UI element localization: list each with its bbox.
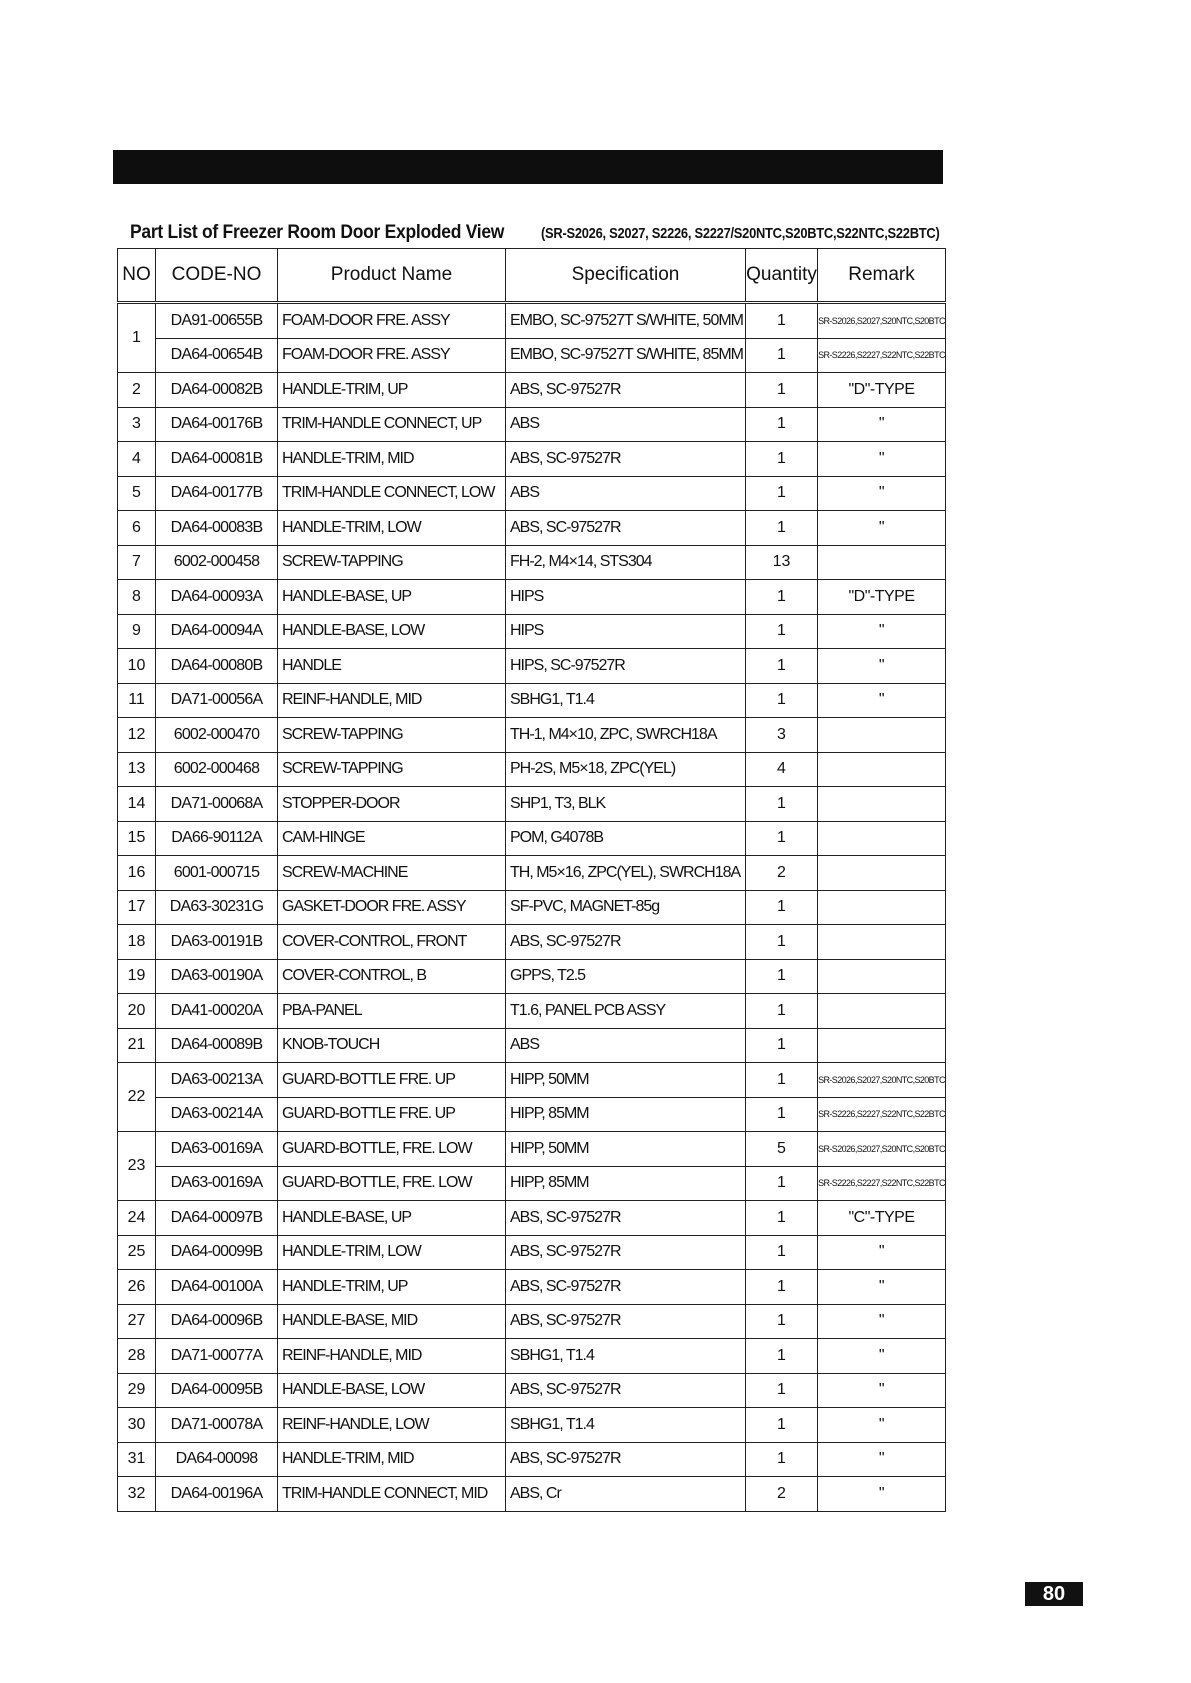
cell-no: 4 <box>118 442 156 477</box>
cell-product-name: FOAM-DOOR FRE. ASSY <box>278 303 506 339</box>
cell-remark: " <box>818 1477 946 1512</box>
table-row <box>118 1304 946 1339</box>
cell-specification: HIPS <box>506 614 746 649</box>
cell-code-no: DA64-00176B <box>156 407 278 442</box>
cell-remark <box>818 959 946 994</box>
table-row <box>118 303 946 339</box>
cell-product-name: FOAM-DOOR FRE. ASSY <box>278 338 506 373</box>
table-header-row <box>118 249 946 303</box>
cell-specification: ABS, SC-97527R <box>506 1304 746 1339</box>
cell-code-no: DA71-00078A <box>156 1408 278 1443</box>
cell-remark <box>818 821 946 856</box>
table-row <box>118 1028 946 1063</box>
cell-specification: HIPP, 85MM <box>506 1097 746 1132</box>
heading-title: Part List of Freezer Room Door Exploded View <box>130 222 505 243</box>
table-row <box>118 787 946 822</box>
cell-specification: ABS, SC-97527R <box>506 1442 746 1477</box>
cell-quantity: 1 <box>746 338 818 373</box>
cell-remark <box>818 994 946 1029</box>
cell-product-name: HANDLE <box>278 649 506 684</box>
cell-code-no: DA64-00095B <box>156 1373 278 1408</box>
cell-code-no: DA71-00068A <box>156 787 278 822</box>
cell-quantity: 1 <box>746 1235 818 1270</box>
table-row <box>118 890 946 925</box>
cell-remark: " <box>818 476 946 511</box>
cell-product-name: HANDLE-TRIM, UP <box>278 373 506 408</box>
cell-remark: SR-S2226,S2227,S22NTC,S22BTC <box>818 338 946 373</box>
cell-code-no: DA71-00077A <box>156 1339 278 1374</box>
header-product-name: Product Name <box>278 249 506 303</box>
cell-quantity: 1 <box>746 442 818 477</box>
cell-remark <box>818 718 946 753</box>
cell-code-no: DA64-00082B <box>156 373 278 408</box>
cell-code-no: DA66-90112A <box>156 821 278 856</box>
cell-product-name: HANDLE-BASE, LOW <box>278 614 506 649</box>
cell-code-no: DA64-00096B <box>156 1304 278 1339</box>
cell-remark: SR-S2226,S2227,S22NTC,S22BTC <box>818 1097 946 1132</box>
cell-quantity: 1 <box>746 821 818 856</box>
cell-product-name: GUARD-BOTTLE FRE. UP <box>278 1097 506 1132</box>
cell-no: 10 <box>118 649 156 684</box>
cell-specification: T1.6, PANEL PCB ASSY <box>506 994 746 1029</box>
cell-quantity: 1 <box>746 1408 818 1443</box>
cell-remark <box>818 1028 946 1063</box>
cell-quantity: 1 <box>746 959 818 994</box>
table-row <box>118 925 946 960</box>
cell-quantity: 1 <box>746 1373 818 1408</box>
cell-code-no: 6002-000468 <box>156 752 278 787</box>
cell-code-no: DA64-00177B <box>156 476 278 511</box>
cell-code-no: DA64-00099B <box>156 1235 278 1270</box>
cell-quantity: 1 <box>746 407 818 442</box>
table-row <box>118 1270 946 1305</box>
table-row <box>118 1477 946 1512</box>
cell-code-no: 6002-000470 <box>156 718 278 753</box>
table-row <box>118 1097 946 1132</box>
cell-remark: SR-S2026,S2027,S20NTC,S20BTC <box>818 303 946 339</box>
cell-remark <box>818 925 946 960</box>
cell-specification: SBHG1, T1.4 <box>506 1408 746 1443</box>
cell-no: 8 <box>118 580 156 615</box>
cell-no: 13 <box>118 752 156 787</box>
cell-quantity: 1 <box>746 1270 818 1305</box>
table-row <box>118 1132 946 1167</box>
cell-code-no: DA64-00654B <box>156 338 278 373</box>
cell-remark: SR-S2026,S2027,S20NTC,S20BTC <box>818 1132 946 1167</box>
table-row <box>118 649 946 684</box>
cell-specification: SBHG1, T1.4 <box>506 683 746 718</box>
cell-remark: " <box>818 442 946 477</box>
cell-product-name: REINF-HANDLE, MID <box>278 1339 506 1374</box>
table-row <box>118 1339 946 1374</box>
parts-table-body <box>118 303 946 1512</box>
cell-no: 17 <box>118 890 156 925</box>
table-row <box>118 338 946 373</box>
header-no: NO <box>118 249 156 303</box>
cell-code-no: DA91-00655B <box>156 303 278 339</box>
cell-no: 32 <box>118 1477 156 1512</box>
cell-quantity: 1 <box>746 1028 818 1063</box>
table-row <box>118 1235 946 1270</box>
cell-no: 30 <box>118 1408 156 1443</box>
cell-specification: TH-1, M4×10, ZPC, SWRCH18A <box>506 718 746 753</box>
cell-quantity: 1 <box>746 925 818 960</box>
table-row <box>118 959 946 994</box>
heading-models: (SR-S2026, S2027, S2226, S2227/S20NTC,S20BTC,S22NTC,S22BTC) <box>540 224 940 242</box>
cell-product-name: HANDLE-BASE, MID <box>278 1304 506 1339</box>
cell-remark: " <box>818 1339 946 1374</box>
cell-specification: ABS <box>506 476 746 511</box>
cell-product-name: KNOB-TOUCH <box>278 1028 506 1063</box>
table-row <box>118 752 946 787</box>
cell-code-no: DA64-00083B <box>156 511 278 546</box>
cell-quantity: 1 <box>746 1063 818 1098</box>
cell-code-no: DA64-00080B <box>156 649 278 684</box>
cell-no: 23 <box>118 1132 156 1201</box>
cell-product-name: HANDLE-TRIM, UP <box>278 1270 506 1305</box>
cell-no: 21 <box>118 1028 156 1063</box>
cell-quantity: 5 <box>746 1132 818 1167</box>
cell-remark: SR-S2026,S2027,S20NTC,S20BTC <box>818 1063 946 1098</box>
table-row <box>118 856 946 891</box>
cell-no: 29 <box>118 1373 156 1408</box>
cell-no: 31 <box>118 1442 156 1477</box>
cell-specification: HIPP, 85MM <box>506 1166 746 1201</box>
cell-specification: FH-2, M4×14, STS304 <box>506 545 746 580</box>
cell-specification: HIPP, 50MM <box>506 1132 746 1167</box>
cell-product-name: HANDLE-TRIM, MID <box>278 1442 506 1477</box>
cell-no: 9 <box>118 614 156 649</box>
header-remark: Remark <box>818 249 946 303</box>
cell-product-name: SCREW-TAPPING <box>278 752 506 787</box>
cell-product-name: SCREW-TAPPING <box>278 718 506 753</box>
cell-specification: GPPS, T2.5 <box>506 959 746 994</box>
cell-code-no: DA63-00191B <box>156 925 278 960</box>
table-row <box>118 407 946 442</box>
cell-remark: " <box>818 1235 946 1270</box>
cell-specification: ABS, SC-97527R <box>506 442 746 477</box>
cell-no: 16 <box>118 856 156 891</box>
cell-product-name: HANDLE-BASE, UP <box>278 1201 506 1236</box>
cell-product-name: HANDLE-TRIM, LOW <box>278 1235 506 1270</box>
cell-product-name: GUARD-BOTTLE, FRE. LOW <box>278 1166 506 1201</box>
cell-quantity: 13 <box>746 545 818 580</box>
cell-code-no: DA63-30231G <box>156 890 278 925</box>
header-bar <box>113 150 943 184</box>
cell-specification: HIPS, SC-97527R <box>506 649 746 684</box>
cell-no: 5 <box>118 476 156 511</box>
cell-code-no: DA71-00056A <box>156 683 278 718</box>
cell-specification: HIPS <box>506 580 746 615</box>
cell-no: 11 <box>118 683 156 718</box>
cell-code-no: DA63-00169A <box>156 1166 278 1201</box>
cell-code-no: DA41-00020A <box>156 994 278 1029</box>
cell-product-name: SCREW-MACHINE <box>278 856 506 891</box>
cell-remark <box>818 752 946 787</box>
cell-quantity: 1 <box>746 373 818 408</box>
cell-remark: " <box>818 407 946 442</box>
cell-no: 1 <box>118 303 156 373</box>
cell-specification: PH-2S, M5×18, ZPC(YEL) <box>506 752 746 787</box>
cell-specification: ABS <box>506 1028 746 1063</box>
cell-remark: " <box>818 1304 946 1339</box>
cell-code-no: DA64-00081B <box>156 442 278 477</box>
table-row <box>118 821 946 856</box>
cell-no: 14 <box>118 787 156 822</box>
cell-specification: ABS, SC-97527R <box>506 1373 746 1408</box>
table-row <box>118 476 946 511</box>
cell-product-name: HANDLE-TRIM, LOW <box>278 511 506 546</box>
cell-no: 26 <box>118 1270 156 1305</box>
cell-product-name: PBA-PANEL <box>278 994 506 1029</box>
cell-no: 20 <box>118 994 156 1029</box>
cell-specification: POM, G4078B <box>506 821 746 856</box>
cell-no: 2 <box>118 373 156 408</box>
cell-quantity: 1 <box>746 1201 818 1236</box>
table-row <box>118 718 946 753</box>
table-row <box>118 373 946 408</box>
cell-code-no: 6001-000715 <box>156 856 278 891</box>
cell-product-name: HANDLE-BASE, LOW <box>278 1373 506 1408</box>
cell-code-no: DA64-00089B <box>156 1028 278 1063</box>
cell-quantity: 1 <box>746 890 818 925</box>
cell-remark: " <box>818 1442 946 1477</box>
page-number: 80 <box>1025 1582 1083 1606</box>
cell-specification: ABS, Cr <box>506 1477 746 1512</box>
cell-quantity: 1 <box>746 614 818 649</box>
cell-quantity: 1 <box>746 511 818 546</box>
cell-no: 24 <box>118 1201 156 1236</box>
cell-quantity: 2 <box>746 1477 818 1512</box>
cell-no: 6 <box>118 511 156 546</box>
table-row <box>118 545 946 580</box>
cell-specification: SHP1, T3, BLK <box>506 787 746 822</box>
header-code-no: CODE-NO <box>156 249 278 303</box>
table-row <box>118 580 946 615</box>
cell-remark: SR-S2226,S2227,S22NTC,S22BTC <box>818 1166 946 1201</box>
table-row <box>118 614 946 649</box>
cell-product-name: GUARD-BOTTLE FRE. UP <box>278 1063 506 1098</box>
cell-quantity: 1 <box>746 994 818 1029</box>
table-row <box>118 1063 946 1098</box>
cell-code-no: DA64-00196A <box>156 1477 278 1512</box>
table-row <box>118 1166 946 1201</box>
cell-specification: HIPP, 50MM <box>506 1063 746 1098</box>
cell-code-no: DA64-00100A <box>156 1270 278 1305</box>
cell-product-name: STOPPER-DOOR <box>278 787 506 822</box>
cell-specification: SBHG1, T1.4 <box>506 1339 746 1374</box>
cell-product-name: TRIM-HANDLE CONNECT, LOW <box>278 476 506 511</box>
table-row <box>118 1408 946 1443</box>
cell-product-name: GASKET-DOOR FRE. ASSY <box>278 890 506 925</box>
cell-quantity: 1 <box>746 787 818 822</box>
cell-specification: EMBO, SC-97527T S/WHITE, 85MM <box>506 338 746 373</box>
cell-product-name: SCREW-TAPPING <box>278 545 506 580</box>
cell-specification: EMBO, SC-97527T S/WHITE, 50MM <box>506 303 746 339</box>
header-quantity: Quantity <box>746 249 818 303</box>
cell-quantity: 1 <box>746 1166 818 1201</box>
cell-remark <box>818 890 946 925</box>
cell-quantity: 1 <box>746 683 818 718</box>
cell-product-name: TRIM-HANDLE CONNECT, UP <box>278 407 506 442</box>
table-row <box>118 1201 946 1236</box>
cell-code-no: DA64-00094A <box>156 614 278 649</box>
cell-specification: ABS, SC-97527R <box>506 373 746 408</box>
cell-product-name: TRIM-HANDLE CONNECT, MID <box>278 1477 506 1512</box>
table-row <box>118 442 946 477</box>
cell-quantity: 1 <box>746 580 818 615</box>
cell-remark <box>818 856 946 891</box>
cell-quantity: 1 <box>746 1442 818 1477</box>
cell-code-no: DA64-00097B <box>156 1201 278 1236</box>
cell-product-name: GUARD-BOTTLE, FRE. LOW <box>278 1132 506 1167</box>
cell-quantity: 1 <box>746 649 818 684</box>
cell-specification: SF-PVC, MAGNET-85g <box>506 890 746 925</box>
cell-code-no: DA63-00213A <box>156 1063 278 1098</box>
cell-remark: " <box>818 511 946 546</box>
cell-code-no: 6002-000458 <box>156 545 278 580</box>
cell-product-name: REINF-HANDLE, LOW <box>278 1408 506 1443</box>
cell-no: 22 <box>118 1063 156 1132</box>
cell-remark: " <box>818 1373 946 1408</box>
cell-no: 25 <box>118 1235 156 1270</box>
cell-product-name: HANDLE-TRIM, MID <box>278 442 506 477</box>
table-row <box>118 683 946 718</box>
cell-code-no: DA64-00093A <box>156 580 278 615</box>
section-heading <box>118 222 958 244</box>
cell-quantity: 1 <box>746 303 818 339</box>
cell-remark: " <box>818 614 946 649</box>
cell-quantity: 1 <box>746 1339 818 1374</box>
cell-remark: " <box>818 1408 946 1443</box>
cell-no: 18 <box>118 925 156 960</box>
cell-no: 28 <box>118 1339 156 1374</box>
cell-code-no: DA63-00214A <box>156 1097 278 1132</box>
cell-no: 12 <box>118 718 156 753</box>
cell-remark <box>818 787 946 822</box>
cell-remark <box>818 545 946 580</box>
cell-product-name: REINF-HANDLE, MID <box>278 683 506 718</box>
cell-no: 3 <box>118 407 156 442</box>
cell-specification: ABS, SC-97527R <box>506 1201 746 1236</box>
table-row <box>118 1442 946 1477</box>
cell-remark: " <box>818 649 946 684</box>
table-row <box>118 511 946 546</box>
cell-specification: TH, M5×16, ZPC(YEL), SWRCH18A <box>506 856 746 891</box>
cell-no: 27 <box>118 1304 156 1339</box>
cell-remark: " <box>818 683 946 718</box>
cell-quantity: 1 <box>746 1097 818 1132</box>
cell-quantity: 3 <box>746 718 818 753</box>
cell-specification: ABS, SC-97527R <box>506 1235 746 1270</box>
cell-specification: ABS, SC-97527R <box>506 1270 746 1305</box>
cell-quantity: 2 <box>746 856 818 891</box>
cell-quantity: 1 <box>746 476 818 511</box>
cell-quantity: 4 <box>746 752 818 787</box>
cell-product-name: CAM-HINGE <box>278 821 506 856</box>
cell-specification: ABS, SC-97527R <box>506 511 746 546</box>
cell-remark: "D"-TYPE <box>818 580 946 615</box>
header-specification: Specification <box>506 249 746 303</box>
cell-product-name: COVER-CONTROL, FRONT <box>278 925 506 960</box>
cell-quantity: 1 <box>746 1304 818 1339</box>
cell-no: 7 <box>118 545 156 580</box>
cell-code-no: DA64-00098 <box>156 1442 278 1477</box>
cell-code-no: DA63-00169A <box>156 1132 278 1167</box>
cell-specification: ABS <box>506 407 746 442</box>
cell-specification: ABS, SC-97527R <box>506 925 746 960</box>
cell-code-no: DA63-00190A <box>156 959 278 994</box>
cell-remark: "C"-TYPE <box>818 1201 946 1236</box>
cell-product-name: HANDLE-BASE, UP <box>278 580 506 615</box>
table-row <box>118 1373 946 1408</box>
cell-remark: "D"-TYPE <box>818 373 946 408</box>
table-row <box>118 994 946 1029</box>
cell-no: 15 <box>118 821 156 856</box>
cell-remark: " <box>818 1270 946 1305</box>
parts-table <box>117 248 946 1512</box>
cell-product-name: COVER-CONTROL, B <box>278 959 506 994</box>
cell-no: 19 <box>118 959 156 994</box>
